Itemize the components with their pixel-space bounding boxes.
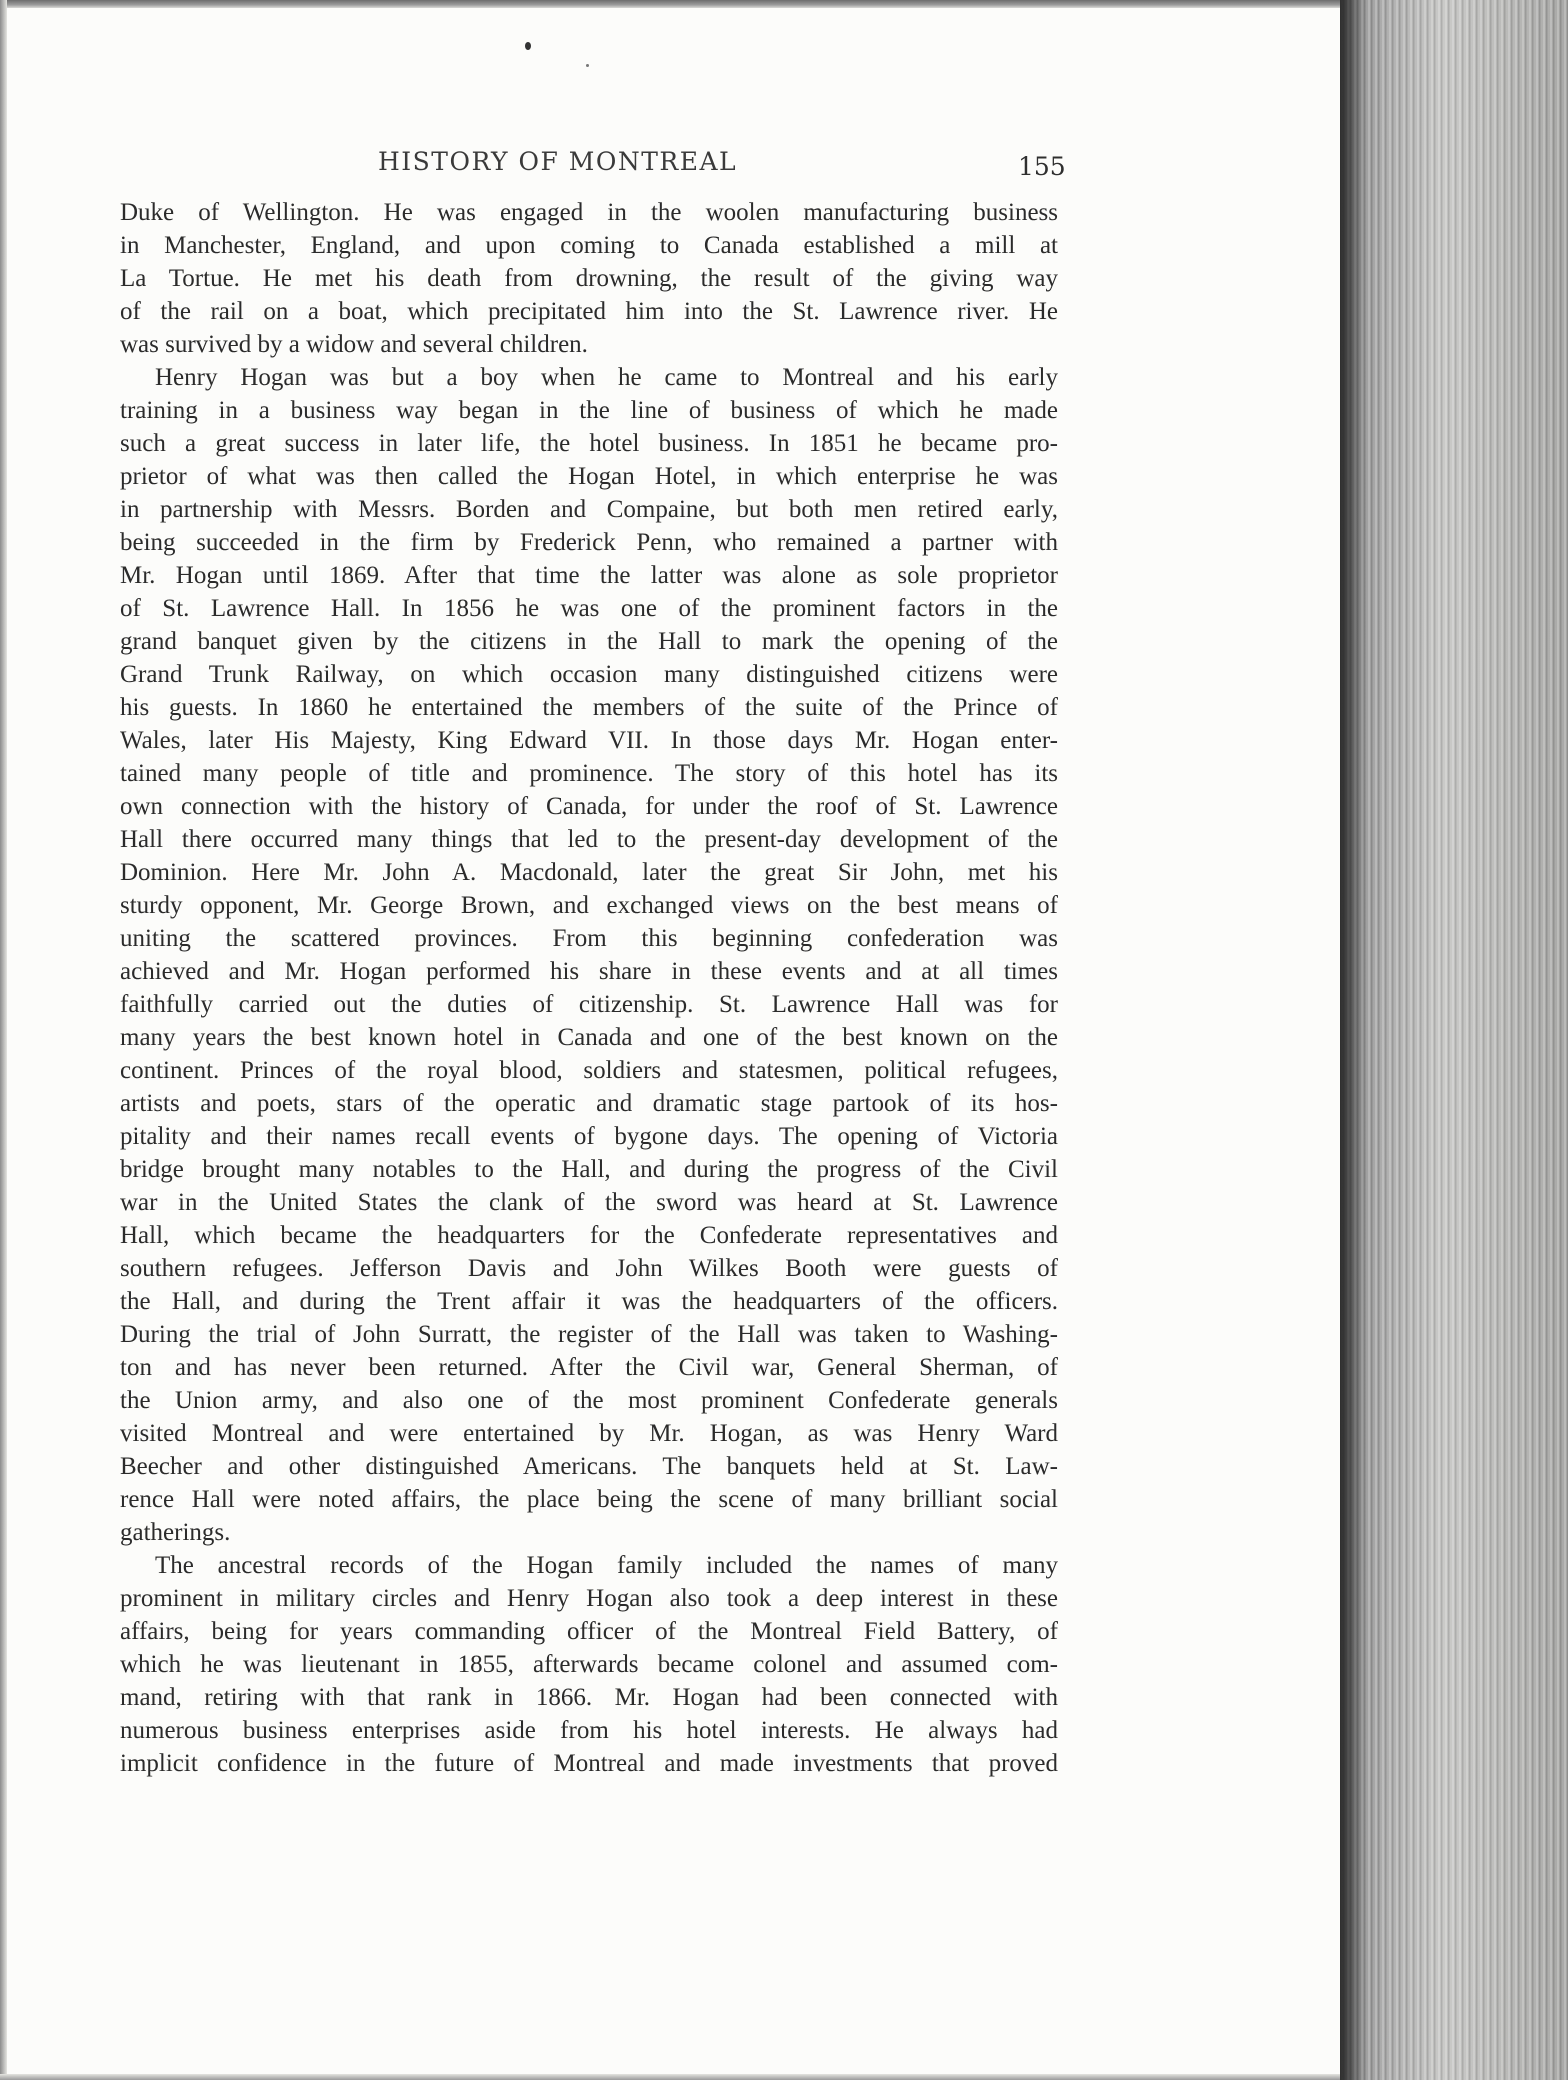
text-line: La Tortue. He met his death from drowning, the result of the giving way	[120, 265, 1058, 292]
text-line: Hall, which became the headquarters for the Confederate representatives and	[120, 1222, 1058, 1249]
text-line: achieved and Mr. Hogan performed his share in these events and at all times	[120, 958, 1058, 985]
text-line: The ancestral records of the Hogan family included the names of many	[155, 1552, 1058, 1579]
text-line: of the rail on a boat, which precipitated him into the St. Lawrence river. He	[120, 298, 1058, 325]
text-line: artists and poets, stars of the operatic and dramatic stage partook of its hos-	[120, 1090, 1058, 1117]
text-line: which he was lieutenant in 1855, afterwards became colonel and assumed com-	[120, 1651, 1058, 1678]
text-line: being succeeded in the firm by Frederick Penn, who remained a partner with	[120, 529, 1058, 556]
text-line: pitality and their names recall events of bygone days. The opening of Victoria	[120, 1123, 1058, 1150]
scan-top-edge	[0, 0, 1340, 8]
page-number: 155	[1018, 152, 1066, 181]
text-line: prominent in military circles and Henry Hogan also took a deep interest in these	[120, 1585, 1058, 1612]
text-line: mand, retiring with that rank in 1866. Mr. Hogan had been connected with	[120, 1684, 1058, 1711]
text-line: such a great success in later life, the hotel business. In 1851 he became pro-	[120, 430, 1058, 457]
text-line: Beecher and other distinguished Americans. The banquets held at St. Law-	[120, 1453, 1058, 1480]
paragraph	[120, 1549, 1058, 1780]
ink-speck	[525, 42, 531, 50]
text-line: gatherings.	[120, 1519, 231, 1546]
text-line: training in a business way began in the line of business of which he made	[120, 397, 1058, 424]
text-line: implicit confidence in the future of Montreal and made investments that proved	[120, 1750, 1058, 1777]
text-line: Dominion. Here Mr. John A. Macdonald, later the great Sir John, met his	[120, 859, 1058, 886]
text-line: of St. Lawrence Hall. In 1856 he was one of the prominent factors in the	[120, 595, 1058, 622]
gutter-shadow	[1340, 0, 1366, 2080]
book-page-edges	[1340, 0, 1568, 2080]
text-line: faithfully carried out the duties of citizenship. St. Lawrence Hall was for	[120, 991, 1058, 1018]
text-line: the Union army, and also one of the most prominent Confederate generals	[120, 1387, 1058, 1414]
text-line: own connection with the history of Canada, for under the roof of St. Lawrence	[120, 793, 1058, 820]
text-line: During the trial of John Surratt, the register of the Hall was taken to Washing-	[120, 1321, 1058, 1348]
running-head: HISTORY OF MONTREAL	[378, 147, 738, 176]
text-line: ton and has never been returned. After the Civil war, General Sherman, of	[120, 1354, 1058, 1381]
text-line: numerous business enterprises aside from his hotel interests. He always had	[120, 1717, 1058, 1744]
text-line: southern refugees. Jefferson Davis and John Wilkes Booth were guests of	[120, 1255, 1058, 1282]
text-line: Hall there occurred many things that led to the present-day development of the	[120, 826, 1058, 853]
text-line: visited Montreal and were entertained by Mr. Hogan, as was Henry Ward	[120, 1420, 1058, 1447]
body-text	[120, 196, 1058, 1780]
text-line: the Hall, and during the Trent affair it was the headquarters of the officers.	[120, 1288, 1058, 1315]
paragraph	[120, 196, 1058, 361]
text-line: prietor of what was then called the Hogan Hotel, in which enterprise he was	[120, 463, 1058, 490]
text-line: uniting the scattered provinces. From this beginning confederation was	[120, 925, 1058, 952]
text-line: in partnership with Messrs. Borden and Compaine, but both men retired early,	[120, 496, 1058, 523]
text-line: affairs, being for years commanding officer of the Montreal Field Battery, of	[120, 1618, 1058, 1645]
ink-speck	[586, 64, 589, 67]
text-line: rence Hall were noted affairs, the place being the scene of many brilliant social	[120, 1486, 1058, 1513]
text-line: in Manchester, England, and upon coming to Canada established a mill at	[120, 232, 1058, 259]
text-line: sturdy opponent, Mr. George Brown, and exchanged views on the best means of	[120, 892, 1058, 919]
text-line: bridge brought many notables to the Hall, and during the progress of the Civil	[120, 1156, 1058, 1183]
text-line: Wales, later His Majesty, King Edward VII. In those days Mr. Hogan enter-	[120, 727, 1058, 754]
text-line: grand banquet given by the citizens in the Hall to mark the opening of the	[120, 628, 1058, 655]
text-line: Mr. Hogan until 1869. After that time the latter was alone as sole proprietor	[120, 562, 1058, 589]
paragraph	[120, 361, 1058, 1549]
scan-left-edge	[0, 0, 7, 2080]
scan-bottom-edge	[0, 2074, 1568, 2080]
text-line: was survived by a widow and several children.	[120, 331, 588, 358]
text-line: continent. Princes of the royal blood, soldiers and statesmen, political refugees,	[120, 1057, 1058, 1084]
text-line: Henry Hogan was but a boy when he came to Montreal and his early	[155, 364, 1058, 391]
text-line: tained many people of title and prominence. The story of this hotel has its	[120, 760, 1058, 787]
text-line: Duke of Wellington. He was engaged in the woolen manufacturing business	[120, 199, 1058, 226]
text-line: many years the best known hotel in Canada and one of the best known on the	[120, 1024, 1058, 1051]
text-line: war in the United States the clank of the sword was heard at St. Lawrence	[120, 1189, 1058, 1216]
text-line: his guests. In 1860 he entertained the members of the suite of the Prince of	[120, 694, 1058, 721]
text-line: Grand Trunk Railway, on which occasion many distinguished citizens were	[120, 661, 1058, 688]
